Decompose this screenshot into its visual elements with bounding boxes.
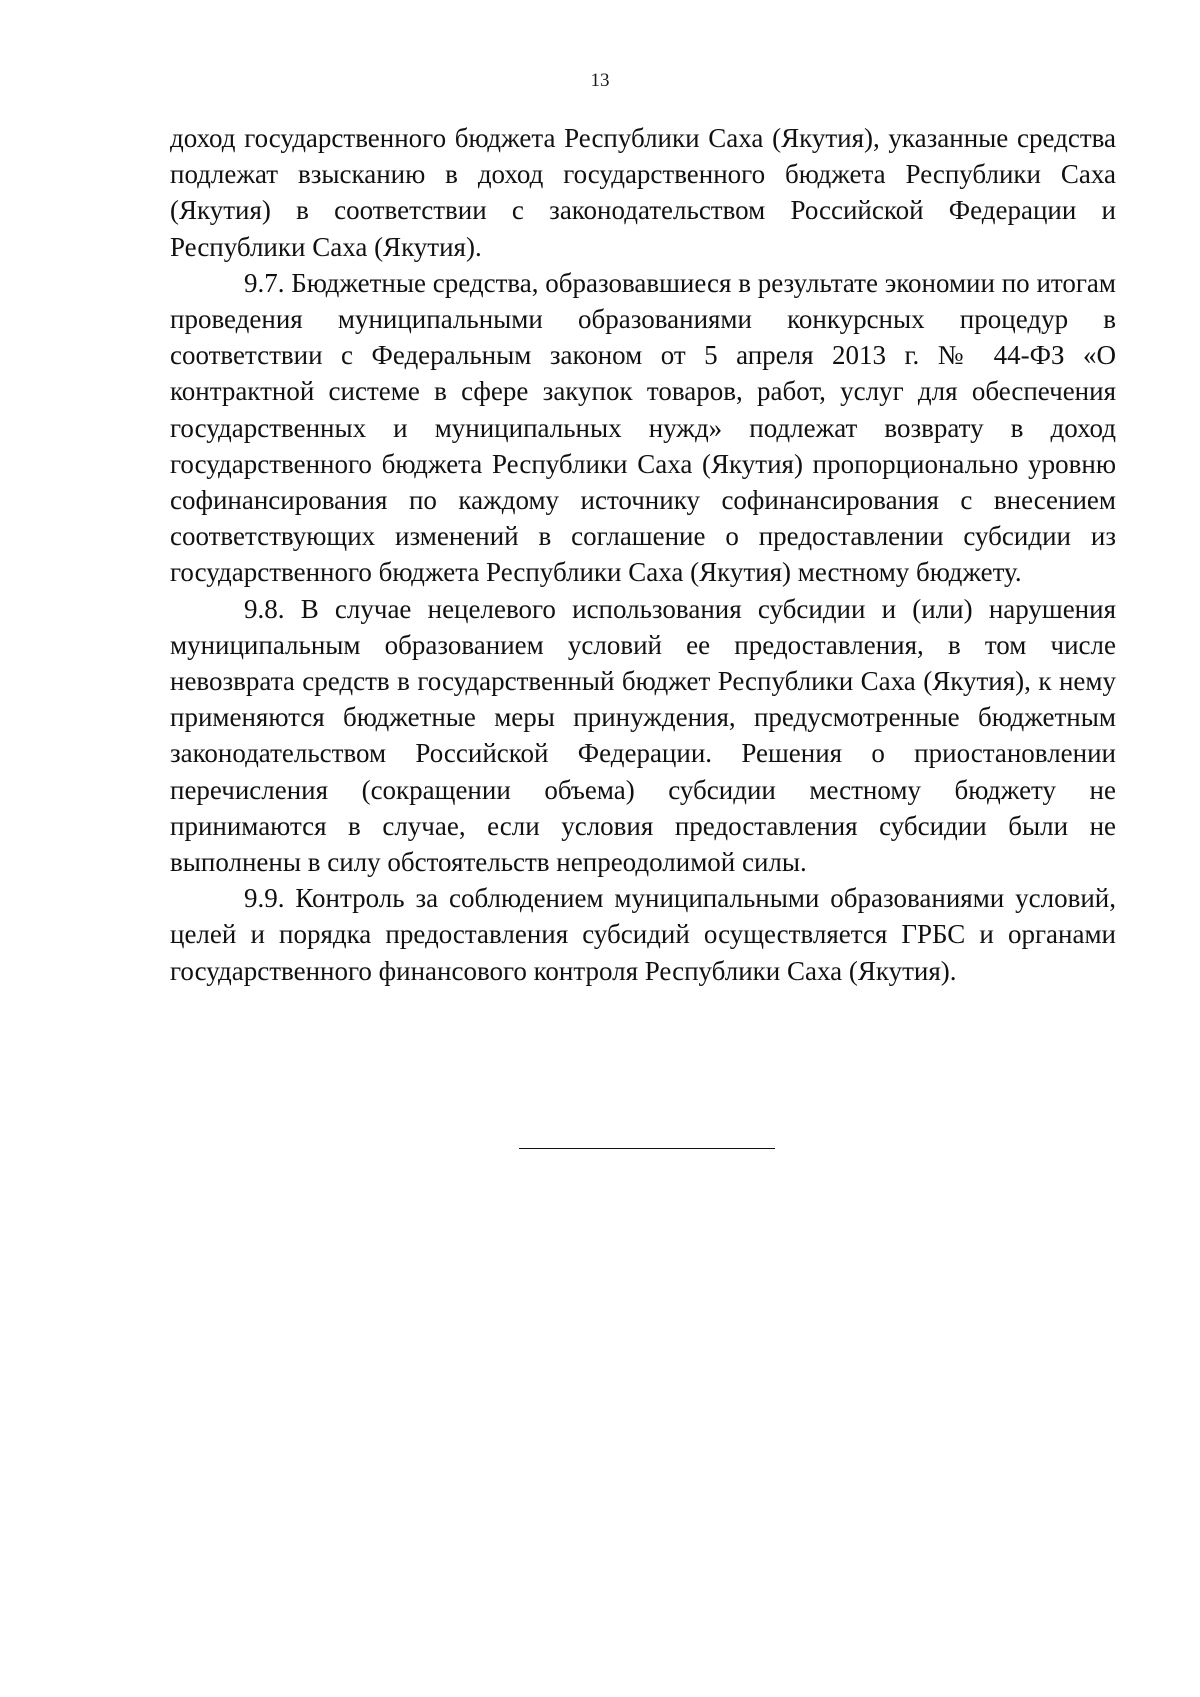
paragraph-continuation: доход государственного бюджета Республики Саха (Якутия), указанные средства подлежат взысканию в доход государственного бюджета Республики Саха (Якутия) в соответствии с законодательством Российской Федерации и Республики Саха (Якутия).: [170, 123, 1116, 262]
paragraph-9-7: 9.7. Бюджетные средства, образовавшиеся в результате экономии по итогам проведения муниципальными образованиями конкурсных процедур в соответствии с Федеральным законом от 5 апреля 2013 г. № 44-ФЗ «О контрактной системе в сфере закупок товаров, работ, услуг для обеспечения государственных и муниципальных нужд» подлежат возврату в доход государственного бюджета Республики Саха (Якутия) пропорционально уровню софинансирования по каждому источнику софинансирования с внесением соответствующих изменений в соглашение о предоставлении субсидии из государственного бюджета Республики Саха (Якутия) местному бюджету.: [170, 267, 1116, 588]
paragraph-9-8: 9.8. В случае нецелевого использования субсидии и (или) нарушения муниципальным образованием условий ее предоставления, в том числе невозврата средств в государственный бюджет Республики Саха (Якутия), к нему применяются бюджетные меры принуждения, предусмотренные бюджетным законодательством Российской Федерации. Решения о приостановлении перечисления (сокращении объема) субсидии местному бюджету не принимаются в случае, если условия предоставления субсидии были не выполнены в силу обстоятельств непреодолимой силы.: [170, 593, 1116, 878]
document-body: [170, 120, 1116, 989]
paragraph-9-9: 9.9. Контроль за соблюдением муниципальными образованиями условий, целей и порядка предоставления субсидий осуществляется ГРБС и органами государственного финансового контроля Республики Саха (Якутия).: [170, 883, 1116, 986]
end-of-document-rule: [519, 1148, 775, 1149]
page-number: 13: [590, 70, 610, 91]
